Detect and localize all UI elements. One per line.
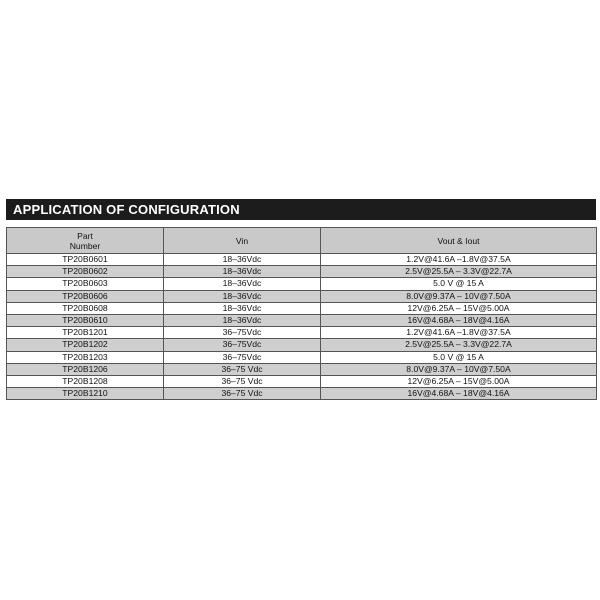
cell-vin: 18–36Vdc: [164, 314, 321, 326]
header-part-line2: Number: [69, 240, 101, 251]
cell-part-number: TP20B0602: [7, 266, 164, 278]
table-row: [7, 254, 597, 266]
table-row: [7, 339, 597, 351]
cell-vout: 1.2V@41.6A –1.8V@37.5A: [321, 254, 597, 266]
table-row: [7, 388, 597, 400]
cell-vin: 36–75 Vdc: [164, 388, 321, 400]
header-part-line1: Part: [77, 230, 93, 241]
table-row: [7, 363, 597, 375]
table-header-row: [7, 228, 597, 254]
header-part-number: [7, 228, 164, 254]
cell-part-number: TP20B1208: [7, 375, 164, 387]
table-row: [7, 278, 597, 290]
cell-vout: 2.5V@25.5A – 3.3V@22.7A: [321, 339, 597, 351]
cell-part-number: TP20B1210: [7, 388, 164, 400]
table-row: [7, 375, 597, 387]
cell-vin: 36–75Vdc: [164, 351, 321, 363]
cell-vout: 5.0 V @ 15 A: [321, 278, 597, 290]
cell-vout: 1.2V@41.6A –1.8V@37.5A: [321, 327, 597, 339]
header-vout-iout: Vout & Iout: [321, 228, 597, 254]
cell-vout: 12V@6.25A – 15V@5.00A: [321, 375, 597, 387]
cell-vin: 18–36Vdc: [164, 278, 321, 290]
cell-vout: 12V@6.25A – 15V@5.00A: [321, 302, 597, 314]
table-row: [7, 302, 597, 314]
cell-vin: 36–75 Vdc: [164, 375, 321, 387]
table-row: [7, 314, 597, 326]
cell-vout: 16V@4.68A – 18V@4.16A: [321, 388, 597, 400]
cell-vin: 36–75 Vdc: [164, 363, 321, 375]
cell-part-number: TP20B1203: [7, 351, 164, 363]
cell-part-number: TP20B1202: [7, 339, 164, 351]
section-title: APPLICATION OF CONFIGURATION: [6, 199, 596, 220]
cell-part-number: TP20B0606: [7, 290, 164, 302]
header-vin: Vin: [164, 228, 321, 254]
cell-part-number: TP20B0608: [7, 302, 164, 314]
table-row: [7, 327, 597, 339]
cell-part-number: TP20B0601: [7, 254, 164, 266]
cell-vout: 2.5V@25.5A – 3.3V@22.7A: [321, 266, 597, 278]
cell-vout: 8.0V@9.37A – 10V@7.50A: [321, 290, 597, 302]
cell-vin: 18–36Vdc: [164, 266, 321, 278]
cell-part-number: TP20B0603: [7, 278, 164, 290]
cell-vin: 36–75Vdc: [164, 339, 321, 351]
cell-vout: 16V@4.68A – 18V@4.16A: [321, 314, 597, 326]
table-row: [7, 351, 597, 363]
table-row: [7, 266, 597, 278]
cell-vin: 36–75Vdc: [164, 327, 321, 339]
cell-vin: 18–36Vdc: [164, 290, 321, 302]
cell-vin: 18–36Vdc: [164, 254, 321, 266]
cell-part-number: TP20B1206: [7, 363, 164, 375]
cell-part-number: TP20B1201: [7, 327, 164, 339]
configuration-table: [6, 227, 597, 400]
cell-vout: 8.0V@9.37A – 10V@7.50A: [321, 363, 597, 375]
cell-vin: 18–36Vdc: [164, 302, 321, 314]
cell-vout: 5.0 V @ 15 A: [321, 351, 597, 363]
table-row: [7, 290, 597, 302]
cell-part-number: TP20B0610: [7, 314, 164, 326]
